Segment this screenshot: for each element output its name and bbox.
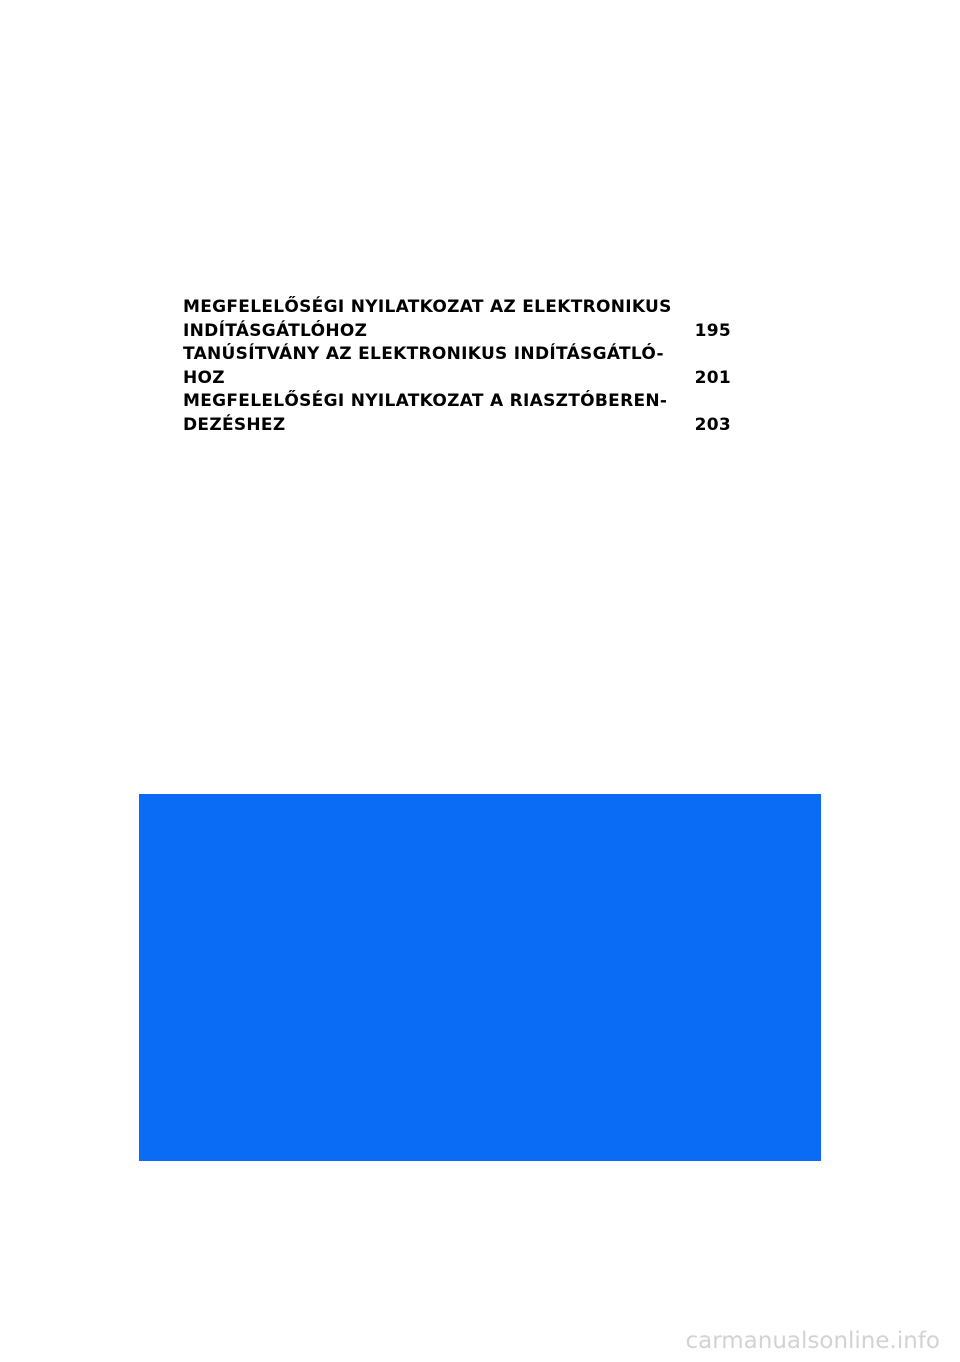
blue-panel: [139, 794, 821, 1161]
toc-entry-title: HOZ: [183, 367, 225, 388]
toc-entry-title-line: [183, 414, 731, 438]
toc-entry-title-line: [183, 367, 731, 391]
toc-entry-title-line: [183, 320, 731, 344]
toc-entry-title: TANÚSÍTVÁNY AZ ELEKTRONIKUS INDÍTÁSGÁTLÓ-: [183, 344, 664, 364]
toc-entry-title: INDÍTÁSGÁTLÓHOZ: [183, 320, 368, 341]
toc-page-number: 203: [694, 414, 731, 435]
toc-entry[interactable]: [183, 296, 731, 343]
toc-entry-title-line: [183, 296, 731, 320]
table-of-contents: [183, 296, 731, 437]
toc-page-number: 195: [694, 320, 731, 341]
toc-entry-title-line: [183, 343, 731, 367]
toc-entry-title: MEGFELELŐSÉGI NYILATKOZAT AZ ELEKTRONIKUS: [183, 297, 672, 317]
toc-page-number: 201: [694, 367, 731, 388]
toc-entry-title: MEGFELELŐSÉGI NYILATKOZAT A RIASZTÓBEREN-: [183, 391, 668, 411]
toc-entry[interactable]: [183, 390, 731, 437]
toc-entry-title-line: [183, 390, 731, 414]
toc-entry[interactable]: [183, 343, 731, 390]
watermark-text: carmanualsonline.info: [685, 1328, 940, 1354]
toc-entry-title: DEZÉSHEZ: [183, 414, 286, 435]
